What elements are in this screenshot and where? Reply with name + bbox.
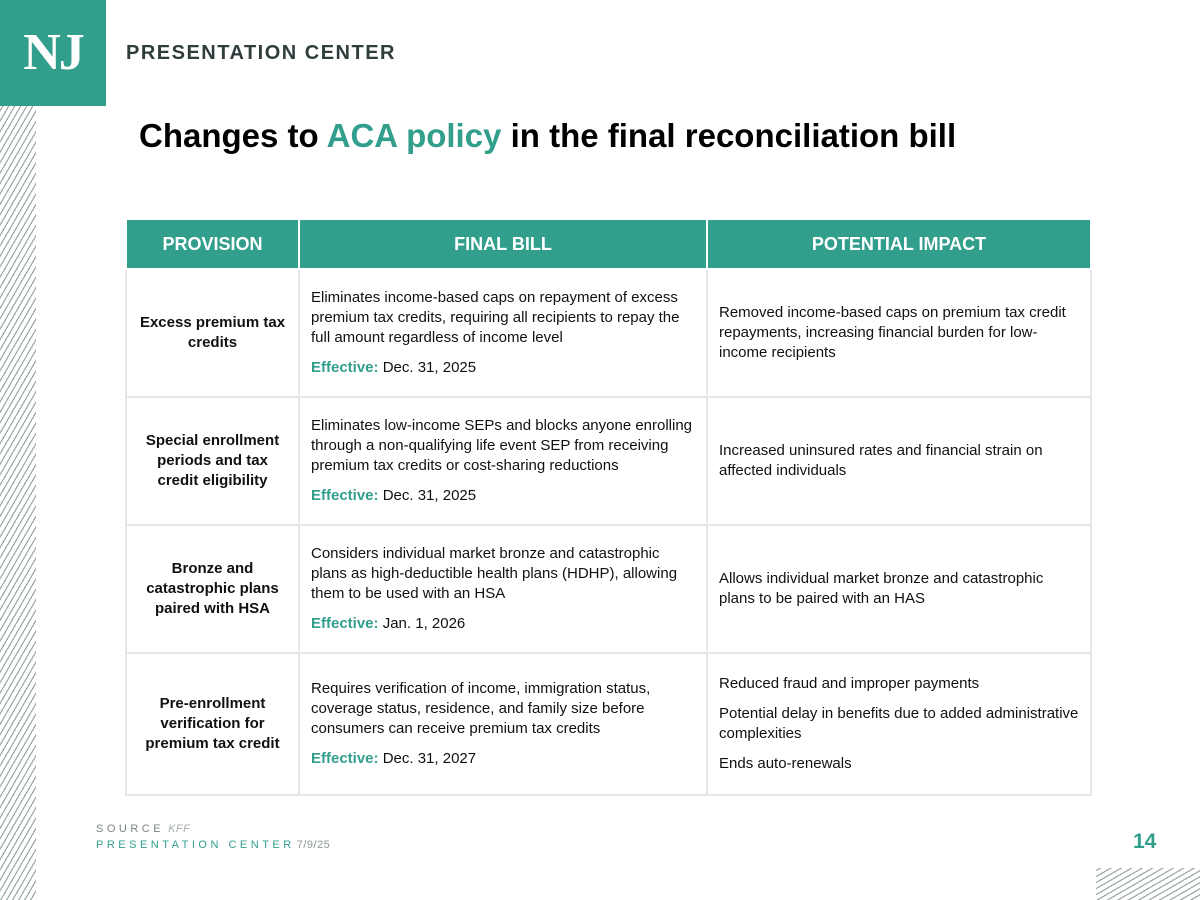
title-part-1: Changes to	[139, 117, 327, 154]
footer-presentation-center	[96, 839, 330, 851]
table-row	[126, 525, 1091, 653]
provision-cell: Excess premium tax credits	[126, 269, 299, 397]
slide-title	[139, 117, 1039, 155]
footer-date: 7/9/25	[296, 839, 331, 851]
effective-line	[311, 749, 695, 769]
header-potential-impact: POTENTIAL IMPACT	[707, 219, 1091, 269]
effective-label: Effective:	[311, 487, 379, 505]
decorative-stripes-right	[1096, 868, 1200, 900]
impact-cell	[707, 269, 1091, 397]
page-number: 14	[1133, 830, 1157, 853]
impact-text: Removed income-based caps on premium tax credit repayments, increasing financial burden for low-income recipients	[719, 304, 1066, 361]
decorative-stripes-left	[0, 106, 36, 900]
bill-text: Considers individual market bronze and catastrophic plans as high-deductible health plans (HDHP), allowing them to be used with an HSA	[311, 545, 678, 603]
impact-cell	[707, 525, 1091, 653]
effective-label: Effective:	[311, 750, 379, 768]
effective-date: Jan. 1, 2026	[382, 615, 466, 633]
impact-text: Increased uninsured rates and financial strain on affected individuals	[719, 442, 1043, 480]
table-row	[126, 653, 1091, 795]
final-bill-cell	[299, 653, 707, 795]
effective-line	[311, 486, 695, 506]
final-bill-cell	[299, 525, 707, 653]
effective-date: Dec. 31, 2027	[382, 750, 477, 768]
table-header-row	[126, 219, 1091, 269]
brand-name: PRESENTATION CENTER	[126, 42, 396, 64]
title-part-2: in the final reconciliation bill	[501, 117, 957, 154]
effective-label: Effective:	[311, 359, 379, 376]
provision-cell: Pre-enrollment verification for premium tax credit	[126, 653, 299, 795]
nj-logo: NJ	[0, 0, 106, 106]
effective-line	[311, 614, 695, 634]
footer-center-label: PRESENTATION CENTER	[96, 839, 295, 851]
effective-date: Dec. 31, 2025	[382, 359, 477, 376]
table-row	[126, 397, 1091, 525]
impact-text: Ends auto-renewals	[719, 755, 852, 773]
impact-text: Allows individual market bronze and catastrophic plans to be paired with an HAS	[719, 570, 1044, 608]
source-value: KFF	[168, 823, 191, 835]
policy-table	[125, 218, 1092, 796]
final-bill-cell	[299, 269, 707, 397]
bill-text: Eliminates low-income SEPs and blocks anyone enrolling through a non-qualifying life event SEP from receiving premium tax credits or cost-sharing reductions	[311, 417, 693, 475]
footer-source	[96, 823, 190, 835]
effective-line	[311, 358, 695, 378]
effective-date: Dec. 31, 2025	[382, 487, 477, 505]
impact-text: Potential delay in benefits due to added administrative complexities	[719, 705, 1079, 743]
bill-text: Requires verification of income, immigration status, coverage status, residence, and family size before consumers can receive premium tax credits	[311, 680, 651, 738]
provision-cell: Bronze and catastrophic plans paired with HSA	[126, 525, 299, 653]
impact-cell	[707, 397, 1091, 525]
impact-cell	[707, 653, 1091, 795]
source-label: SOURCE	[96, 823, 165, 835]
header-provision: PROVISION	[126, 219, 299, 269]
effective-label: Effective:	[311, 615, 379, 633]
header-final-bill: FINAL BILL	[299, 219, 707, 269]
title-accent: ACA policy	[326, 117, 502, 154]
table-row	[126, 269, 1091, 397]
bill-text: Eliminates income-based caps on repayment of excess premium tax credits, requiring all recipients to repay the full amount regardless of income level	[311, 289, 680, 346]
provision-cell: Special enrollment periods and tax credit eligibility	[126, 397, 299, 525]
impact-text: Reduced fraud and improper payments	[719, 675, 980, 693]
final-bill-cell	[299, 397, 707, 525]
